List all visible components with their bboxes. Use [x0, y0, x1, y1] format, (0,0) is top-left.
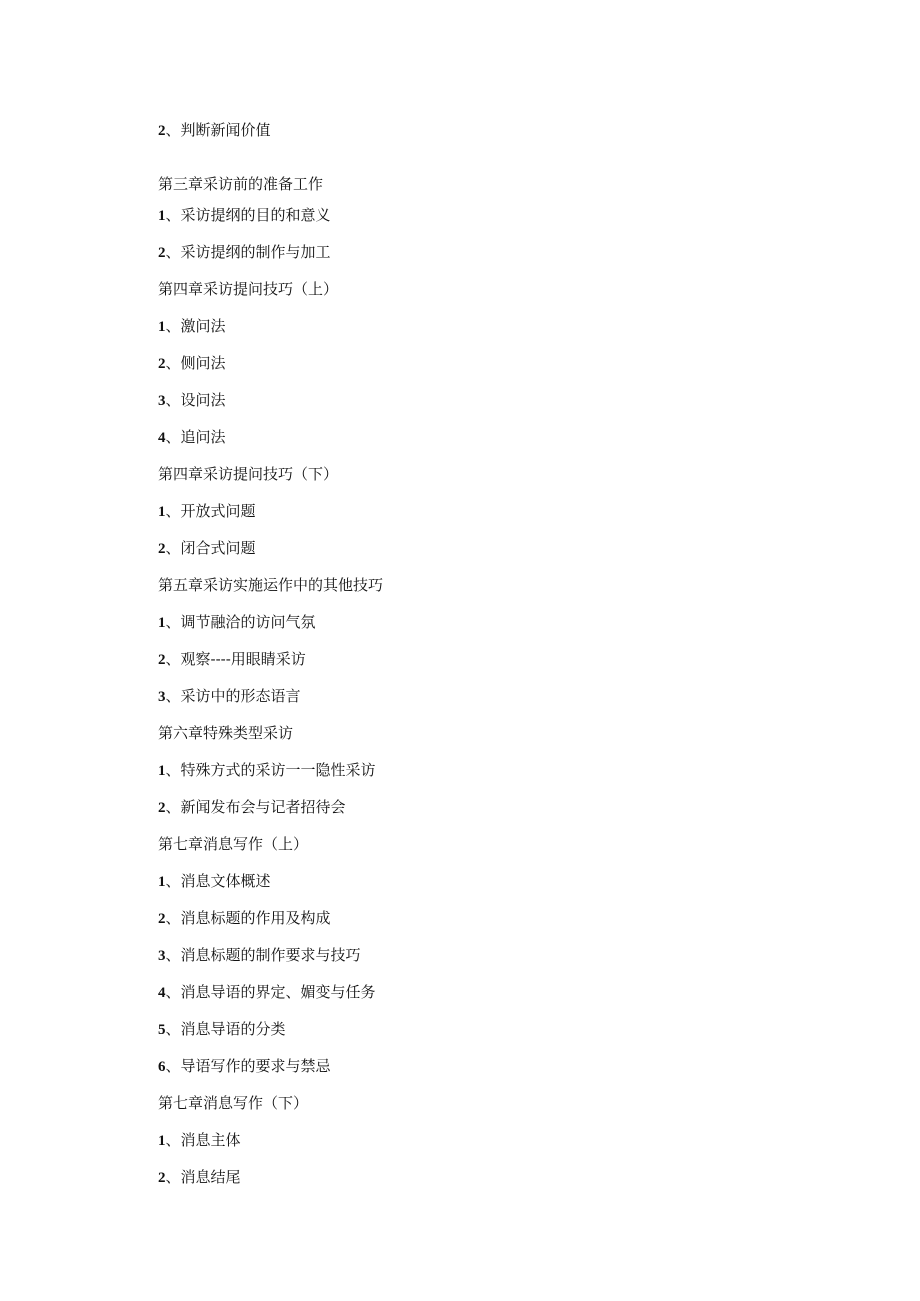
outline-item	[158, 354, 226, 373]
item-text: 、采访中的形态语言	[165, 687, 301, 705]
item-number: 1	[158, 615, 166, 631]
heading-text: 第七章消息写作（下）	[158, 1094, 309, 1112]
item-text: 、调节融洽的访问气氛	[165, 613, 316, 631]
outline-item	[158, 1057, 331, 1076]
outline-item	[158, 687, 301, 706]
heading-text: 第四章采访提问技巧（上）	[158, 280, 339, 298]
item-text: 、消息标题的制作要求与技巧	[165, 946, 361, 964]
outline-item	[158, 613, 316, 632]
chapter-heading	[158, 724, 293, 742]
item-number: 2	[158, 541, 166, 557]
chapter-heading	[158, 1094, 308, 1112]
item-number: 1	[158, 1133, 166, 1149]
item-text: 、导语写作的要求与禁忌	[165, 1057, 331, 1075]
item-text: 、激问法	[165, 317, 226, 335]
item-number: 4	[158, 430, 166, 446]
item-text: 、消息文体概述	[165, 872, 271, 890]
item-text: 、消息标题的作用及构成	[165, 909, 331, 927]
chapter-heading	[158, 835, 308, 853]
outline-item	[158, 1168, 241, 1187]
outline-item	[158, 428, 226, 447]
item-number: 1	[158, 874, 166, 890]
outline-item	[158, 243, 331, 262]
chapter-heading	[158, 576, 383, 594]
outline-item	[158, 909, 331, 928]
item-text: 、新闻发布会与记者招待会	[165, 798, 346, 816]
item-number: 2	[158, 123, 166, 139]
item-text: 、采访提纲的制作与加工	[165, 243, 331, 261]
item-text: 、开放式问题	[165, 502, 256, 520]
chapter-heading	[158, 280, 338, 298]
item-text: 、消息结尾	[165, 1168, 241, 1186]
item-number: 2	[158, 652, 166, 668]
item-number: 6	[158, 1059, 166, 1075]
item-number: 4	[158, 985, 166, 1001]
outline-item	[158, 539, 256, 558]
outline-item	[158, 121, 271, 140]
item-text: 、观察----用眼睛采访	[165, 650, 306, 668]
item-text: 、侧问法	[165, 354, 226, 372]
item-number: 2	[158, 911, 166, 927]
heading-text: 第六章特殊类型采访	[158, 724, 294, 742]
item-text: 、消息导语的界定、媚变与任务	[165, 983, 376, 1001]
item-number: 5	[158, 1022, 166, 1038]
item-text: 、特殊方式的采访一一隐性采访	[165, 761, 376, 779]
outline-item	[158, 872, 271, 891]
outline-item	[158, 761, 376, 780]
outline-item	[158, 1020, 286, 1039]
heading-text: 第四章采访提问技巧（下）	[158, 465, 339, 483]
item-text: 、设问法	[165, 391, 226, 409]
item-number: 3	[158, 689, 166, 705]
item-number: 1	[158, 504, 166, 520]
item-number: 1	[158, 208, 166, 224]
outline-item	[158, 391, 226, 410]
item-text: 、判断新闻价值	[165, 121, 271, 139]
outline-item	[158, 206, 331, 225]
heading-text: 第五章采访实施运作中的其他技巧	[158, 576, 384, 594]
outline-item	[158, 650, 306, 669]
heading-text: 第七章消息写作（上）	[158, 835, 309, 853]
item-number: 1	[158, 319, 166, 335]
item-number: 3	[158, 948, 166, 964]
item-text: 、采访提纲的目的和意义	[165, 206, 331, 224]
item-text: 、消息主体	[165, 1131, 241, 1149]
item-number: 2	[158, 800, 166, 816]
outline-item	[158, 983, 376, 1002]
chapter-heading	[158, 175, 323, 193]
outline-item	[158, 1131, 241, 1150]
item-text: 、追问法	[165, 428, 226, 446]
item-number: 2	[158, 356, 166, 372]
item-number: 1	[158, 763, 166, 779]
item-text: 、消息导语的分类	[165, 1020, 286, 1038]
outline-item	[158, 502, 256, 521]
item-number: 2	[158, 245, 166, 261]
outline-item	[158, 798, 346, 817]
heading-text: 第三章采访前的准备工作	[158, 175, 324, 193]
outline-item	[158, 946, 361, 965]
chapter-heading	[158, 465, 338, 483]
item-text: 、闭合式问题	[165, 539, 256, 557]
outline-item	[158, 317, 226, 336]
item-number: 3	[158, 393, 166, 409]
item-number: 2	[158, 1170, 166, 1186]
